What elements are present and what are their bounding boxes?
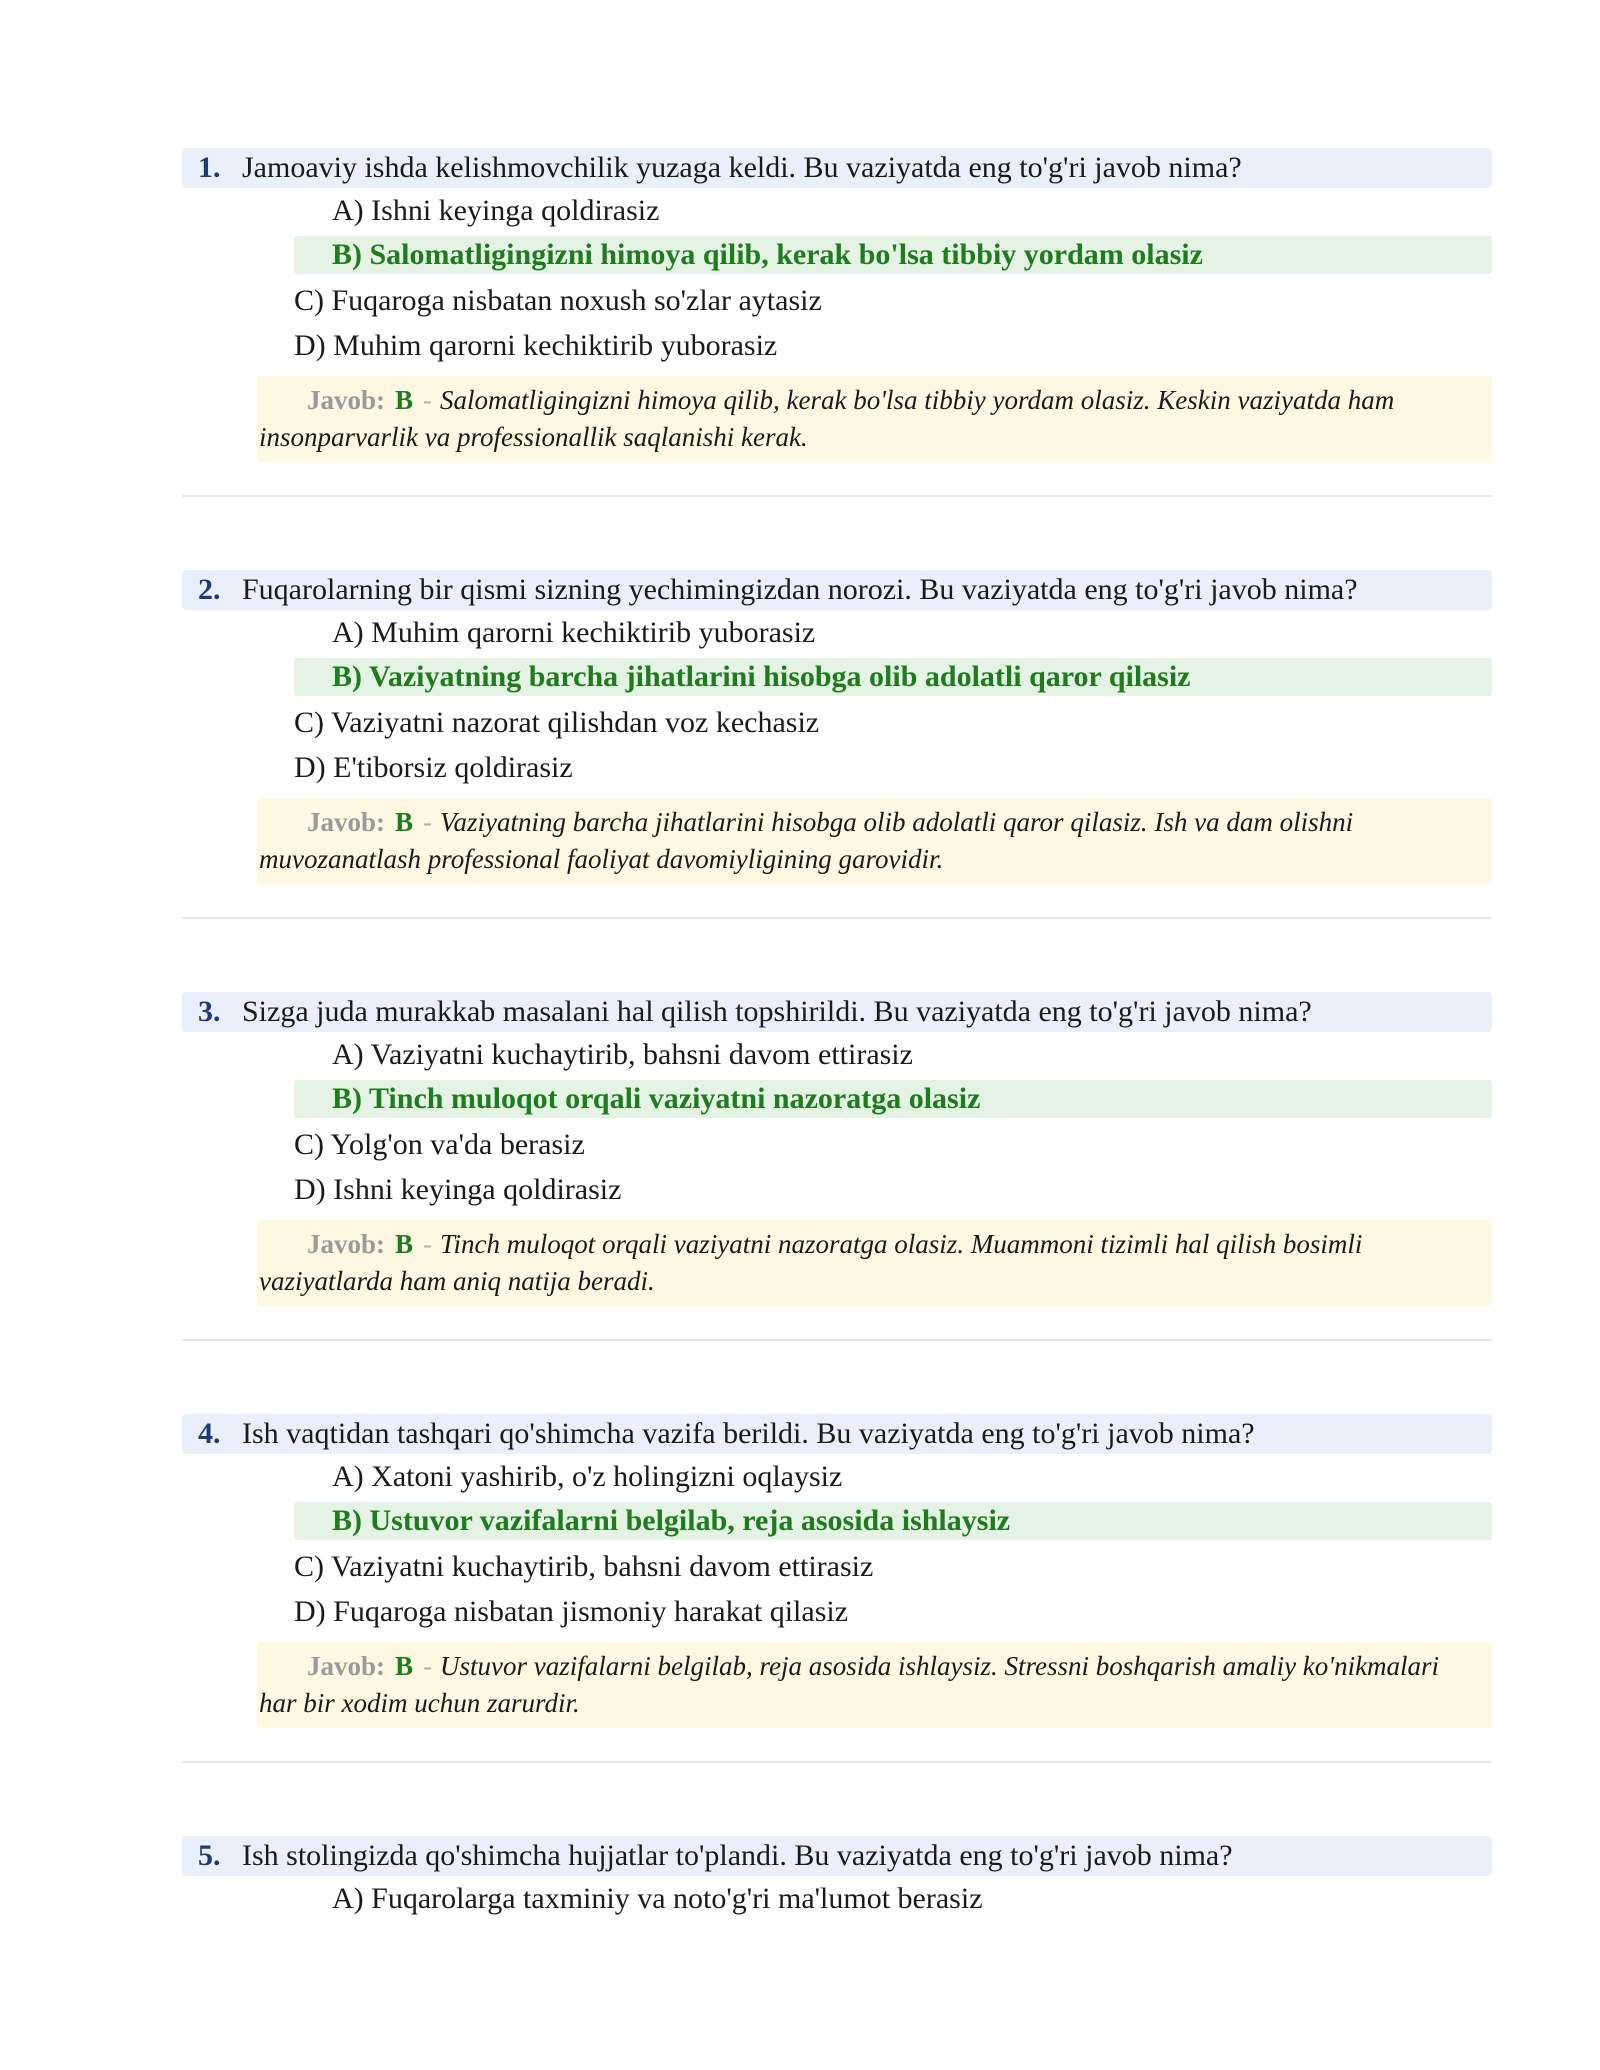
option-b-correct: B) Salomatligingizni himoya qilib, kerak bo'lsa tibbiy yordam olasiz — [294, 236, 1492, 274]
question-text: Ish vaqtidan tashqari qo'shimcha vazifa berildi. Bu vaziyatda eng to'g'ri javob nima? — [242, 1417, 1255, 1450]
question-header — [182, 570, 1492, 610]
question-text: Jamoaviy ishda kelishmovchilik yuzaga keldi. Bu vaziyatda eng to'g'ri javob nima? — [242, 151, 1242, 184]
divider — [182, 1339, 1492, 1341]
answer-letter: B — [395, 1651, 414, 1681]
question-number: 1. — [198, 151, 221, 184]
option-c: C) Vaziyatni nazorat qilishdan voz kechasiz — [294, 706, 820, 739]
answer-label: Javob: — [307, 1229, 386, 1259]
question-4 — [182, 1414, 1492, 1728]
answer-box — [257, 376, 1492, 462]
option-b-correct: B) Vaziyatning barcha jihatlarini hisobga olib adolatli qaror qilasiz — [294, 658, 1492, 696]
divider — [182, 1761, 1492, 1763]
option-c: C) Fuqaroga nisbatan noxush so'zlar aytasiz — [294, 284, 822, 317]
answer-explanation: Tinch muloqot orqali vaziyatni nazoratga olasiz. Muammoni tizimli hal qilish bosimli vaziyatlarda ham aniq natija beradi. — [259, 1229, 1363, 1296]
option-d: D) Muhim qarorni kechiktirib yuborasiz — [294, 329, 778, 362]
answer-dash: - — [423, 1229, 433, 1259]
question-number: 3. — [198, 995, 221, 1028]
option-a: A) Fuqarolarga taxminiy va noto'g'ri ma'lumot berasiz — [332, 1882, 983, 1915]
answer-label: Javob: — [307, 1651, 386, 1681]
option-a: A) Vaziyatni kuchaytirib, bahsni davom ettirasiz — [332, 1038, 913, 1071]
answer-dash: - — [423, 385, 433, 415]
option-c: C) Vaziyatni kuchaytirib, bahsni davom ettirasiz — [294, 1550, 874, 1583]
answer-explanation: Vaziyatning barcha jihatlarini hisobga olib adolatli qaror qilasiz. Ish va dam olishni muvozanatlash professional faoliyat davomiyligining garovidir. — [259, 807, 1354, 874]
option-d: D) Ishni keyinga qoldirasiz — [294, 1173, 622, 1206]
option-a: A) Muhim qarorni kechiktirib yuborasiz — [332, 616, 816, 649]
question-header — [182, 992, 1492, 1032]
question-header — [182, 1414, 1492, 1454]
option-d: D) E'tiborsiz qoldirasiz — [294, 751, 573, 784]
answer-explanation: Salomatligingizni himoya qilib, kerak bo'lsa tibbiy yordam olasiz. Keskin vaziyatda ham insonparvarlik va professionallik saqlanishi kerak. — [259, 385, 1395, 452]
answer-label: Javob: — [307, 807, 386, 837]
question-number: 2. — [198, 573, 221, 606]
question-3 — [182, 992, 1492, 1306]
option-a: A) Xatoni yashirib, o'z holingizni oqlaysiz — [332, 1460, 843, 1493]
answer-dash: - — [423, 807, 433, 837]
answer-letter: B — [395, 385, 414, 415]
question-header — [182, 1836, 1492, 1876]
option-d: D) Fuqaroga nisbatan jismoniy harakat qilasiz — [294, 1595, 849, 1628]
answer-explanation: Ustuvor vazifalarni belgilab, reja asosida ishlaysiz. Stressni boshqarish amaliy ko'nikmalari har bir xodim uchun zarurdir. — [259, 1651, 1440, 1718]
divider — [182, 495, 1492, 497]
answer-letter: B — [395, 1229, 414, 1259]
option-b-correct: B) Tinch muloqot orqali vaziyatni nazoratga olasiz — [294, 1080, 1492, 1118]
question-number: 4. — [198, 1417, 221, 1450]
answer-dash: - — [423, 1651, 433, 1681]
answer-box — [257, 798, 1492, 884]
divider — [182, 917, 1492, 919]
question-text: Ish stolingizda qo'shimcha hujjatlar to'plandi. Bu vaziyatda eng to'g'ri javob nima? — [242, 1839, 1233, 1872]
question-number: 5. — [198, 1839, 221, 1872]
question-text: Sizga juda murakkab masalani hal qilish topshirildi. Bu vaziyatda eng to'g'ri javob nima? — [242, 995, 1312, 1028]
option-c: C) Yolg'on va'da berasiz — [294, 1128, 585, 1161]
question-1 — [182, 148, 1492, 462]
option-a: A) Ishni keyinga qoldirasiz — [332, 194, 660, 227]
answer-box — [257, 1220, 1492, 1306]
question-header — [182, 148, 1492, 188]
question-text: Fuqarolarning bir qismi sizning yechimingizdan norozi. Bu vaziyatda eng to'g'ri javob nima? — [242, 573, 1358, 606]
answer-label: Javob: — [307, 385, 386, 415]
answer-box — [257, 1642, 1492, 1728]
option-b-correct: B) Ustuvor vazifalarni belgilab, reja asosida ishlaysiz — [294, 1502, 1492, 1540]
question-2 — [182, 570, 1492, 884]
answer-letter: B — [395, 807, 414, 837]
question-5 — [182, 1836, 1492, 1921]
